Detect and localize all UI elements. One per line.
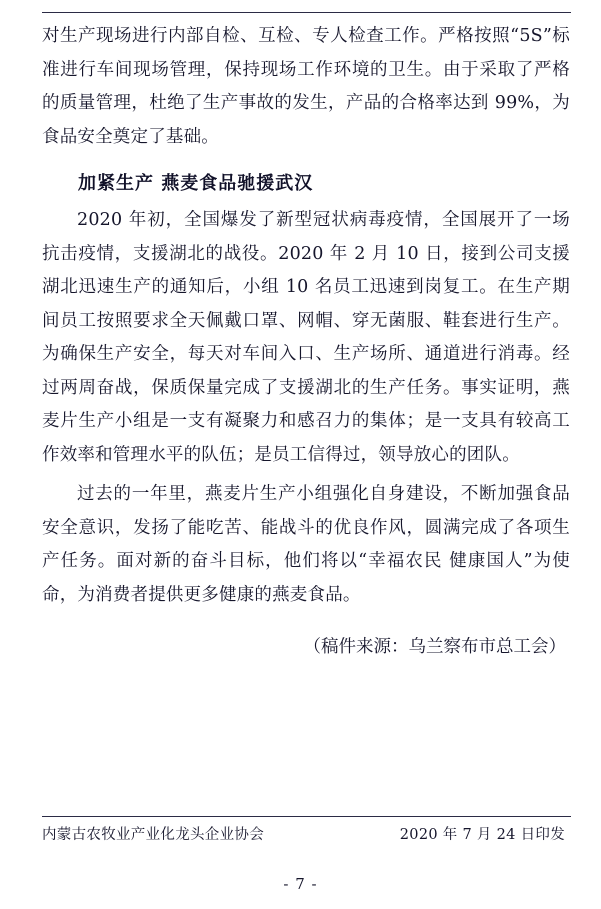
- section-heading: 加紧生产 燕麦食品驰援武汉: [78, 173, 314, 194]
- source-attribution: （稿件来源：乌兰察布市总工会）: [303, 637, 566, 657]
- document-content: [42, 20, 570, 682]
- paragraph-spacer: [42, 154, 570, 160]
- page-number: - 7 -: [283, 875, 318, 893]
- paragraph-body-2: 过去的一年里，燕麦片生产小组强化自身建设，不断加强食品安全意识，发扬了能吃苦、能战斗的优良作风，圆满完成了各项生产任务。面对新的奋斗目标，他们将以“幸福农民 健康国人”为使命，为消费者提供更多健康的燕麦食品。: [42, 484, 570, 605]
- footer-organization: 内蒙古农牧业产业化龙头企业协会: [42, 827, 264, 843]
- footer-divider-rule: [42, 816, 571, 817]
- page-footer: [42, 816, 571, 847]
- header-divider-rule: [42, 12, 571, 13]
- footer-issue-date: 2020 年 7 月 24 日印发: [399, 827, 565, 843]
- paragraph-continued: 对生产现场进行内部自检、互检、专人检查工作。严格按照“5S”标准进行车间现场管理，保持现场工作环境的卫生。由于采取了严格的质量管理，杜绝了生产事故的发生，产品的合格率达到 99%，为食品安全奠定了基础。: [42, 26, 570, 147]
- paragraph-body-1: 2020 年初，全国爆发了新型冠状病毒疫情，全国展开了一场抗击疫情，支援湖北的战役。2020 年 2 月 10 日，接到公司支援湖北迅速生产的通知后，小组 10 名员工迅速到岗复工。在生产期间员工按照要求全天佩戴口罩、网帽、穿无菌服、鞋套进行生产。为确保生产安全，每天对车间入口、生产场所、通道进行消毒。经过两周奋战，保质保量完成了支援湖北的生产任务。事实证明，燕麦片生产小组是一支有凝聚力和感召力的集体；是一支具有较高工作效率和管理水平的队伍；是员工信得过，领导放心的团队。: [42, 210, 570, 465]
- footer-row: [42, 823, 571, 847]
